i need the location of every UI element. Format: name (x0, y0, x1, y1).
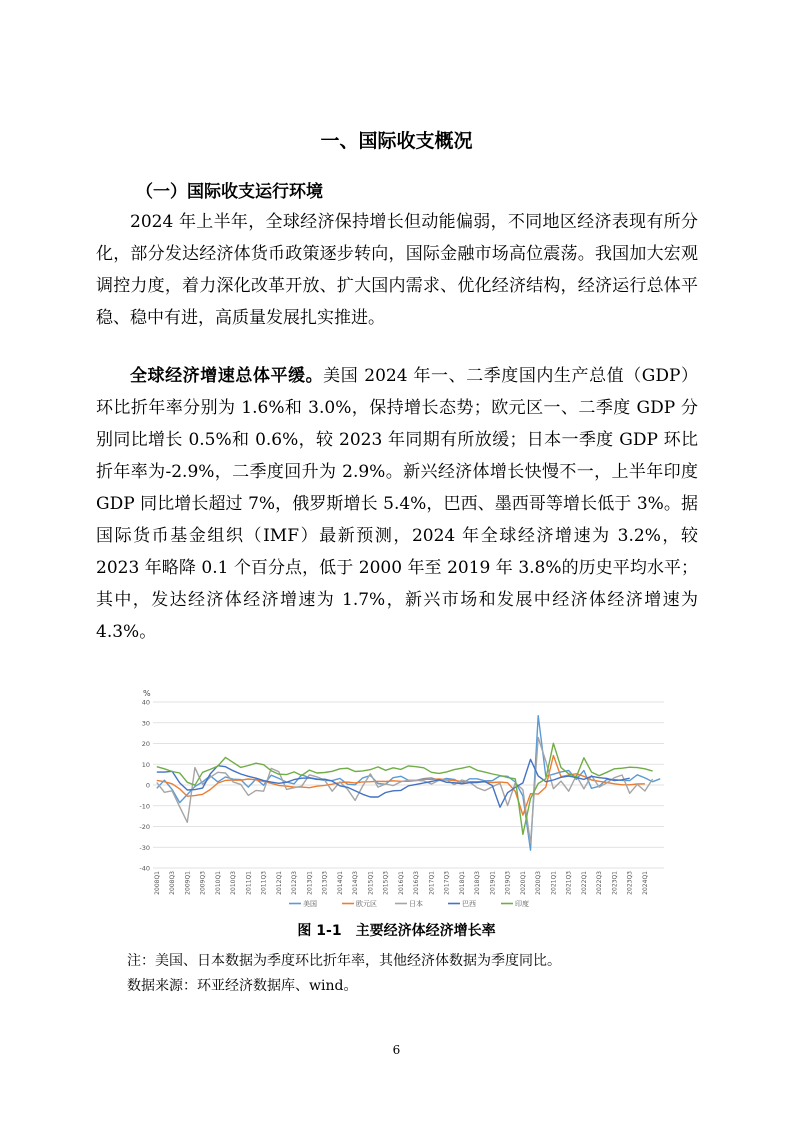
y-tick-label: -40 (139, 864, 150, 873)
paragraph-body: 美国 2024 年一、二季度国内生产总值（GDP）环比折年率分别为 1.6%和 3.0%，保持增长态势；欧元区一、二季度 GDP 分别同比增长 0.5%和 0.6%，较 2023 年同期有所放缓；日本一季度 GDP 环比折年率为-2.9%，二季度回升为 2.9%。新兴经济体增长快慢不一，上半年印度 GDP 同比增长超过 7%，俄罗斯增长 5.4%，巴西、墨西哥等增长低于 3%。据国际货币基金组织（IMF）最新预测，2024 年全球经济增速为 3.2%，较 2023 年略降 0.1 个百分点，低于 2000 年至 2019 年 3.8%的历史平均水平；其中，发达经济体经济增速为 1.7%，新兴市场和发展中经济体经济增速为 4.3%。 (96, 366, 698, 642)
x-tick-label: 2019Q1 (489, 871, 497, 895)
x-tick-label: 2023Q1 (611, 871, 619, 895)
x-tick-label: 2017Q3 (443, 871, 451, 895)
x-tick-label: 2013Q3 (321, 871, 329, 895)
x-tick-label: 2015Q1 (367, 871, 375, 895)
x-tick-label: 2011Q1 (245, 871, 253, 895)
y-tick-label: 20 (141, 740, 150, 748)
x-tick-label: 2017Q1 (428, 871, 436, 895)
x-tick-label: 2020Q3 (535, 871, 543, 895)
page-number: 6 (392, 1043, 401, 1057)
x-tick-label: 2022Q1 (580, 871, 588, 895)
series-line (157, 716, 660, 851)
x-tick-label: 2021Q1 (550, 871, 558, 895)
x-tick-label: 2018Q3 (474, 871, 482, 895)
y-tick-label: -10 (139, 802, 150, 811)
x-tick-label: 2012Q1 (275, 871, 283, 895)
figure-caption: 图 1-1 主要经济体经济增长率 (297, 923, 496, 939)
x-tick-label: 2019Q3 (504, 871, 512, 895)
y-tick-label: 30 (141, 719, 150, 728)
x-tick-label: 2018Q1 (458, 871, 466, 895)
y-tick-label: -30 (139, 843, 150, 852)
legend-label: 巴西 (462, 900, 476, 908)
y-tick-label: 10 (141, 760, 150, 769)
x-tick-label: 2013Q1 (306, 871, 314, 895)
x-tick-label: 2009Q1 (184, 871, 192, 895)
section-title: 一、国际收支概况 (320, 130, 473, 152)
y-tick-label: 40 (141, 698, 150, 707)
x-tick-label: 2016Q1 (397, 871, 405, 895)
series-line (157, 738, 653, 844)
legend-label: 欧元区 (356, 900, 377, 908)
x-tick-label: 2010Q1 (214, 871, 222, 895)
paragraph-intro: 2024 年上半年，全球经济保持增长但动能偏弱，不同地区经济表现有所分化，部分发达经济体货币政策逐步转向，国际金融市场高位震荡。我国加大宏观调控力度，着力深化改革开放、扩大国内需求、优化经济结构，经济运行总体平稳、稳中有进，高质量发展扎实推进。 (96, 212, 698, 328)
figure-note: 注：美国、日本数据为季度环比折年率，其他经济体数据为季度同比。 (127, 953, 561, 969)
x-tick-label: 2009Q3 (199, 871, 207, 895)
x-tick-label: 2014Q3 (352, 871, 360, 895)
paragraph-global-growth (96, 360, 698, 648)
growth-chart (131, 688, 671, 913)
x-tick-label: 2021Q3 (565, 871, 573, 895)
legend-label: 美国 (303, 900, 317, 908)
legend-label: 日本 (409, 900, 423, 908)
x-tick-label: 2012Q3 (291, 871, 299, 895)
y-tick-label: 0 (145, 781, 150, 790)
x-tick-label: 2022Q3 (596, 871, 604, 895)
growth-chart-svg (131, 688, 671, 913)
paragraph-lead: 全球经济增速总体平缓。 (130, 366, 324, 386)
y-axis-unit: % (143, 689, 151, 698)
x-tick-label: 2010Q3 (230, 871, 238, 895)
x-tick-label: 2011Q3 (260, 871, 268, 895)
x-tick-label: 2020Q1 (519, 871, 527, 895)
x-tick-label: 2023Q3 (626, 871, 634, 895)
x-tick-label: 2014Q1 (336, 871, 344, 895)
subsection-title: （一）国际收支运行环境 (136, 182, 323, 202)
y-tick-label: -20 (139, 823, 150, 831)
x-tick-label: 2008Q1 (153, 871, 161, 895)
x-tick-label: 2015Q3 (382, 871, 390, 895)
legend-label: 印度 (515, 900, 529, 908)
x-tick-label: 2024Q1 (641, 871, 649, 895)
x-tick-label: 2008Q3 (169, 871, 177, 895)
x-tick-label: 2016Q3 (413, 871, 421, 895)
data-source: 数据来源：环亚经济数据库、wind。 (127, 978, 358, 994)
